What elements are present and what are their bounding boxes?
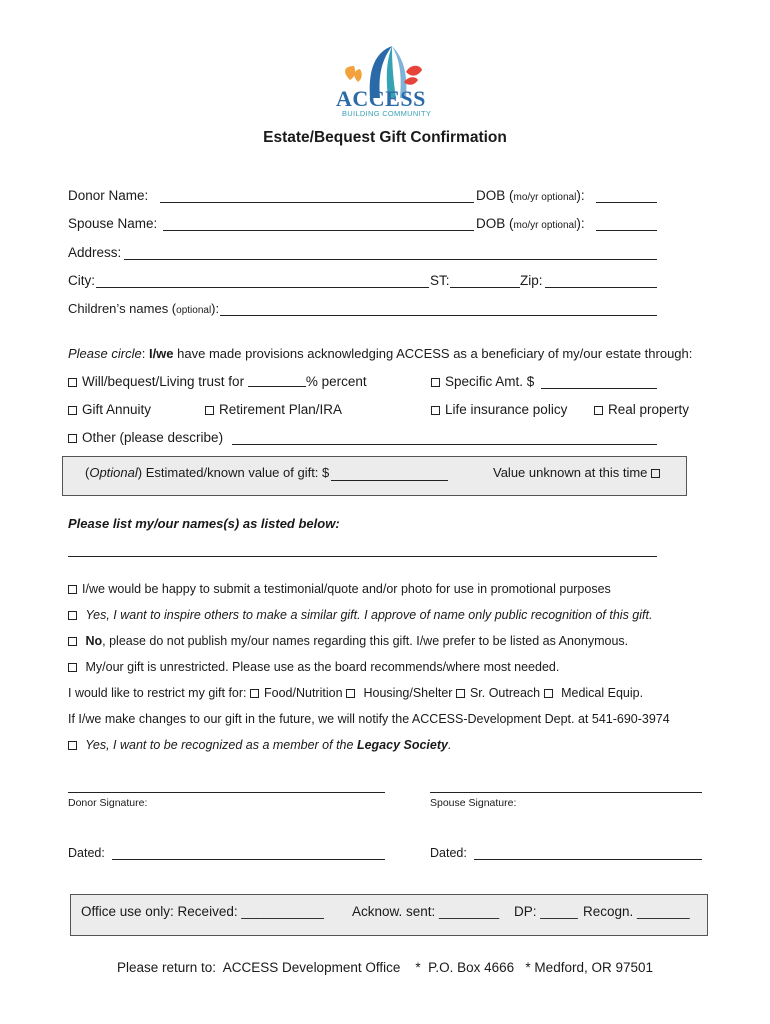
zip-field[interactable] <box>545 287 657 288</box>
children-label: Children’s names (optional): <box>68 301 220 316</box>
donor-signature-label: Donor Signature: <box>68 797 148 809</box>
checkbox-icon[interactable] <box>544 689 553 698</box>
checkbox-icon[interactable] <box>431 406 440 415</box>
value-unknown-option[interactable]: Value unknown at this time <box>493 465 665 480</box>
option-retirement[interactable]: Retirement Plan/IRA <box>205 402 342 417</box>
option-gift-annuity[interactable]: Gift Annuity <box>68 402 151 417</box>
restrict-housing[interactable]: Housing/Shelter <box>346 686 452 700</box>
option-real-property[interactable]: Real property <box>594 402 689 417</box>
restrict-outreach[interactable]: Sr. Outreach <box>456 686 540 700</box>
office-recogn: Recogn. _______ <box>583 904 690 919</box>
notify-statement: If I/we make changes to our gift in the future, we will notify the ACCESS-Development Dept. at 541-690-3974 <box>68 712 670 726</box>
names-heading: Please list my/our names(s) as listed below: <box>68 516 340 531</box>
address-label: Address: <box>68 245 122 260</box>
office-ack: Acknow. sent: ________ <box>352 904 500 919</box>
checkbox-icon[interactable] <box>68 663 77 672</box>
pref-testimonial[interactable]: I/we would be happy to submit a testimonial/quote and/or photo for use in promotional purposes <box>68 582 611 596</box>
checkbox-icon[interactable] <box>68 434 77 443</box>
address-field[interactable] <box>124 259 657 260</box>
donor-dated-label: Dated: <box>68 846 105 860</box>
spouse-name-label: Spouse Name: <box>68 216 158 231</box>
checkbox-icon[interactable] <box>205 406 214 415</box>
page-title: Estate/Bequest Gift Confirmation <box>263 129 507 146</box>
checkbox-icon[interactable] <box>68 741 77 750</box>
checkbox-icon[interactable] <box>68 585 77 594</box>
logo-tagline: BUILDING COMMUNITY <box>342 109 432 118</box>
city-field[interactable] <box>96 287 429 288</box>
pref-restrict: I would like to restrict my gift for: Food/Nutrition Housing/Shelter Sr. Outreach Medical Equip. <box>68 686 644 700</box>
return-address: Please return to: ACCESS Development Office * P.O. Box 4666 * Medford, OR 97501 <box>116 960 654 975</box>
checkbox-icon[interactable] <box>68 378 77 387</box>
donor-name-label: Donor Name: <box>68 188 149 203</box>
pref-legacy[interactable]: Yes, I want to be recognized as a member of the Legacy Society. <box>68 738 451 752</box>
spouse-name-field[interactable] <box>163 230 474 231</box>
restrict-food[interactable]: Food/Nutrition <box>250 686 343 700</box>
donor-dob-label: DOB (mo/yr optional): <box>476 188 585 203</box>
option-life-insurance[interactable]: Life insurance policy <box>431 402 567 417</box>
pref-anonymous[interactable]: No, please do not publish my/our names regarding this gift. I/we prefer to be listed as Anonymous. <box>68 634 628 648</box>
estimated-value-box <box>62 456 687 496</box>
checkbox-icon[interactable] <box>594 406 603 415</box>
spouse-dated-field[interactable] <box>474 859 702 860</box>
names-field[interactable] <box>68 556 657 557</box>
estimated-value-field[interactable] <box>331 480 448 481</box>
circle-instruction: Please circle: I/we have made provisions acknowledging ACCESS as a beneficiary of my/our estate through: <box>68 346 693 361</box>
option-will[interactable]: Will/bequest/Living trust for % percent <box>68 374 367 389</box>
checkbox-icon[interactable] <box>68 406 77 415</box>
checkbox-icon[interactable] <box>651 469 660 478</box>
logo-wordmark: ACCESS <box>336 86 426 111</box>
checkbox-icon[interactable] <box>68 611 77 620</box>
zip-label: Zip: <box>520 273 543 288</box>
city-label: City: <box>68 273 95 288</box>
spouse-signature-field[interactable] <box>430 792 702 793</box>
checkbox-icon[interactable] <box>250 689 259 698</box>
other-describe-field[interactable] <box>232 444 657 445</box>
donor-dated-field[interactable] <box>112 859 385 860</box>
pref-unrestricted[interactable]: My/our gift is unrestricted. Please use as the board recommends/where most needed. <box>68 660 559 674</box>
donor-name-field[interactable] <box>160 202 474 203</box>
estimated-value-label: (Optional) Estimated/known value of gift: $ <box>85 465 330 480</box>
donor-dob-field[interactable] <box>596 202 657 203</box>
checkbox-icon[interactable] <box>346 689 355 698</box>
office-use-box <box>70 894 708 936</box>
option-specific[interactable]: Specific Amt. $ <box>431 374 534 389</box>
checkbox-icon[interactable] <box>68 637 77 646</box>
st-field[interactable] <box>450 287 520 288</box>
specific-amt-field[interactable] <box>541 388 657 389</box>
restrict-medical[interactable]: Medical Equip. <box>544 686 643 700</box>
spouse-dated-label: Dated: <box>430 846 467 860</box>
checkbox-icon[interactable] <box>431 378 440 387</box>
access-logo <box>330 42 440 120</box>
children-field[interactable] <box>220 315 657 316</box>
office-received: Office use only: Received: ___________ <box>81 904 324 919</box>
spouse-signature-label: Spouse Signature: <box>430 797 517 809</box>
donor-signature-field[interactable] <box>68 792 385 793</box>
checkbox-icon[interactable] <box>456 689 465 698</box>
st-label: ST: <box>430 273 450 288</box>
spouse-dob-label: DOB (mo/yr optional): <box>476 216 585 231</box>
spouse-dob-field[interactable] <box>596 230 657 231</box>
pref-inspire[interactable]: Yes, I want to inspire others to make a similar gift. I approve of name only public recognition of this gift. <box>68 608 652 622</box>
office-dp: DP: _____ <box>514 904 578 919</box>
option-other[interactable]: Other (please describe) <box>68 430 223 445</box>
